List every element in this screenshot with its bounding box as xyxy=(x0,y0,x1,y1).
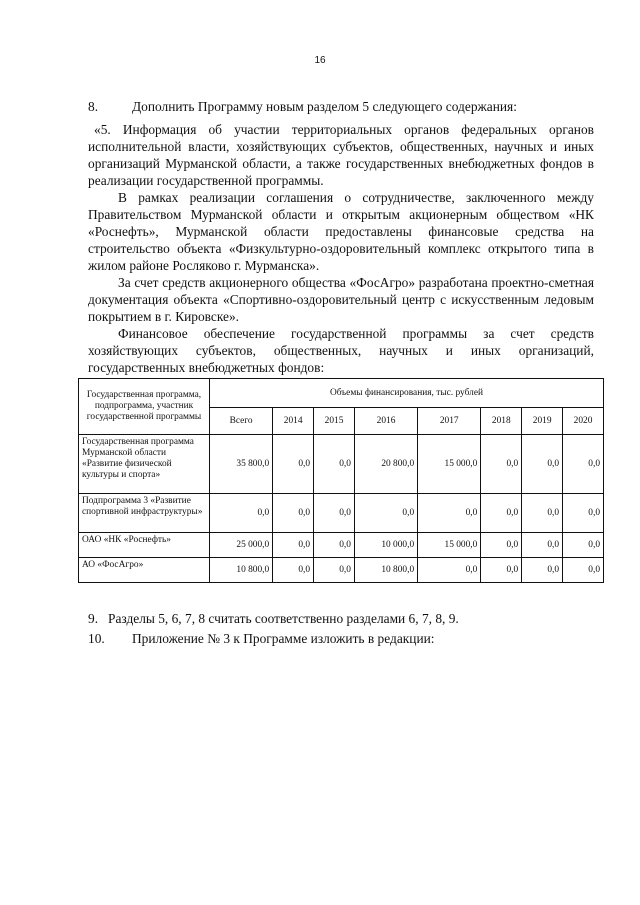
cell-value: 0,0 xyxy=(563,435,604,494)
cell-value: 15 000,0 xyxy=(418,533,481,558)
cell-value: 0,0 xyxy=(481,558,522,583)
column-header: 2016 xyxy=(354,408,417,435)
item-9 xyxy=(88,609,594,629)
cell-value: 0,0 xyxy=(522,558,563,583)
cell-value: 10 800,0 xyxy=(210,558,273,583)
item-10 xyxy=(88,629,594,649)
item-10-text: Приложение № 3 к Программе изложить в редакции: xyxy=(132,631,435,646)
item-8-number: 8. xyxy=(88,99,99,114)
item-10-number: 10. xyxy=(88,631,105,646)
cell-value: 0,0 xyxy=(481,435,522,494)
cell-value: 0,0 xyxy=(314,435,355,494)
cell-value: 0,0 xyxy=(522,494,563,533)
cell-value: 10 000,0 xyxy=(354,533,417,558)
cell-value: 0,0 xyxy=(522,435,563,494)
cell-value: 0,0 xyxy=(314,558,355,583)
page-number: 16 xyxy=(314,55,326,66)
document-body xyxy=(88,98,594,376)
paragraph-agreement: В рамках реализации соглашения о сотрудничестве, заключенного между Правительством Мурманской области и открытым акционерным обществом «НК «Роснефть», Мурманской области предоставлены финансовые средства на строительство объекта «Физкультурно-оздоровительный комплекс открытого типа в жилом районе Росляково г. Мурманска». xyxy=(88,190,594,273)
cell-value: 0,0 xyxy=(273,533,314,558)
cell-value: 0,0 xyxy=(314,494,355,533)
table-row xyxy=(79,435,604,494)
after-table-items xyxy=(88,609,594,649)
paragraph-financing: Финансовое обеспечение государственной программы за счет средств хозяйствующих субъектов, общественных, научных и иных организаций, государственных внебюджетных фондов: xyxy=(88,326,594,375)
cell-value: 0,0 xyxy=(522,533,563,558)
cell-value: 0,0 xyxy=(273,558,314,583)
cell-value: 0,0 xyxy=(563,533,604,558)
cell-value: 0,0 xyxy=(418,558,481,583)
cell-value: 25 000,0 xyxy=(210,533,273,558)
cell-value: 10 800,0 xyxy=(354,558,417,583)
row-name: ОАО «НК «Роснефть» xyxy=(79,533,210,558)
cell-value: 0,0 xyxy=(418,494,481,533)
table-row xyxy=(79,533,604,558)
cell-value: 0,0 xyxy=(563,558,604,583)
cell-value: 0,0 xyxy=(314,533,355,558)
cell-value: 0,0 xyxy=(481,494,522,533)
table-row xyxy=(79,558,604,583)
row-name: Подпрограмма 3 «Развитие спортивной инфраструктуры» xyxy=(79,494,210,533)
column-header: 2018 xyxy=(481,408,522,435)
cell-value: 35 800,0 xyxy=(210,435,273,494)
cell-value: 0,0 xyxy=(273,494,314,533)
item-8 xyxy=(88,98,594,115)
row-name: Государственная программа Мурманской области «Развитие физической культуры и спорта» xyxy=(79,435,210,494)
column-header: Всего xyxy=(210,408,273,435)
column-header: 2019 xyxy=(522,408,563,435)
owner-header: Государственная программа, подпрограмма, участник государственной программы xyxy=(79,379,210,435)
item-9-text: Разделы 5, 6, 7, 8 считать соответственно разделами 6, 7, 8, 9. xyxy=(108,611,459,626)
cell-value: 0,0 xyxy=(210,494,273,533)
column-header: 2015 xyxy=(314,408,355,435)
column-header: 2020 xyxy=(563,408,604,435)
item-9-number: 9. xyxy=(88,611,99,626)
cell-value: 20 800,0 xyxy=(354,435,417,494)
row-name: АО «ФосАгро» xyxy=(79,558,210,583)
column-header: 2014 xyxy=(273,408,314,435)
cell-value: 0,0 xyxy=(273,435,314,494)
paragraph-fosagro: За счет средств акционерного общества «ФосАгро» разработана проектно-сметная документация объекта «Спортивно-оздоровительный центр с искусственным ледовым покрытием в г. Кировске». xyxy=(88,275,594,324)
cell-value: 0,0 xyxy=(354,494,417,533)
cell-value: 0,0 xyxy=(481,533,522,558)
cell-value: 15 000,0 xyxy=(418,435,481,494)
column-header: 2017 xyxy=(418,408,481,435)
section-5-heading: «5. Информация об участии территориальных органов федеральных органов исполнительной власти, хозяйствующих субъектов, общественных, научных и иных организаций Мурманской области, а также государственных внебюджетных фондов в реализации государственной программы. xyxy=(88,122,594,188)
volume-header: Объемы финансирования, тыс. рублей xyxy=(210,379,604,408)
cell-value: 0,0 xyxy=(563,494,604,533)
financing-table xyxy=(78,378,604,583)
item-8-text: Дополнить Программу новым разделом 5 следующего содержания: xyxy=(132,99,517,114)
table-row xyxy=(79,494,604,533)
